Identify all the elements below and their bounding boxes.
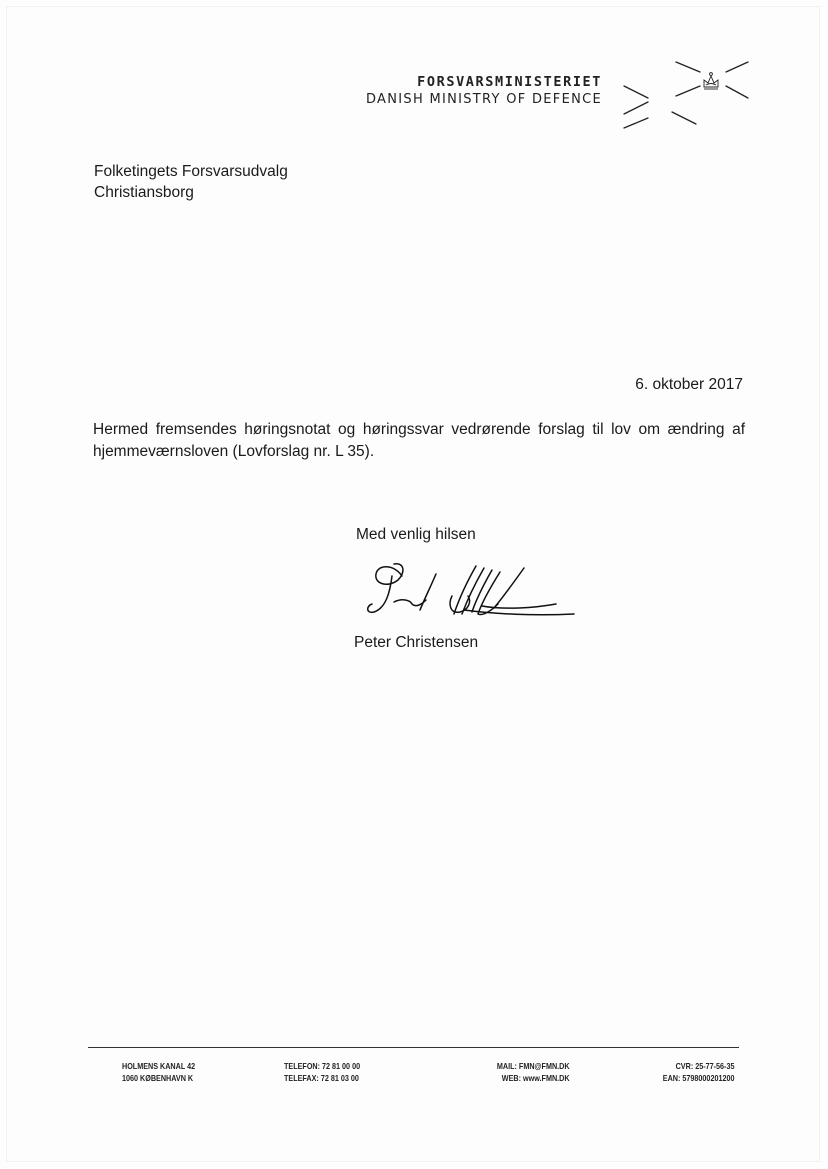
letter-date: 6. oktober 2017	[635, 376, 743, 393]
footer-phone	[284, 1061, 360, 1084]
recipient-address	[94, 161, 288, 203]
footer-contact	[497, 1061, 570, 1084]
ministry-name-english: DANISH MINISTRY OF DEFENCE	[365, 92, 602, 107]
footer-telephone: TELEFON: 72 81 00 00	[284, 1062, 361, 1071]
ministry-name-danish: FORSVARSMINISTERIET	[417, 74, 602, 90]
footer-web: WEB: www.FMN.DK	[502, 1073, 570, 1083]
footer-telefax: TELEFAX: 72 81 03 00	[284, 1073, 359, 1083]
recipient-line-location: Christiansborg	[94, 184, 194, 201]
footer-address	[122, 1061, 195, 1084]
handwritten-signature	[364, 558, 580, 630]
footer-identifiers	[662, 1061, 734, 1084]
footer-cvr: CVR: 25-77-56-35	[675, 1062, 734, 1071]
footer-city: 1060 KØBENHAVN K	[122, 1073, 194, 1083]
recipient-line-committee: Folketingets Forsvarsudvalg	[94, 163, 288, 180]
footer-mail: MAIL: FMN@FMN.DK	[497, 1062, 570, 1071]
body-paragraph: Hermed fremsendes høringsnotat og høringssvar vedrørende forslag til lov om ændring af hjemmeværnsloven (Lovforslag nr. L 35).	[93, 421, 745, 460]
footer-ean: EAN: 5798000201200	[662, 1073, 734, 1083]
letterhead	[366, 74, 602, 108]
signer-name: Peter Christensen	[354, 634, 479, 651]
footer-street: HOLMENS KANAL 42	[122, 1062, 196, 1071]
crown-emblem-icon	[620, 56, 754, 134]
closing-salutation: Med venlig hilsen	[356, 526, 476, 543]
footer-divider	[88, 1047, 739, 1048]
